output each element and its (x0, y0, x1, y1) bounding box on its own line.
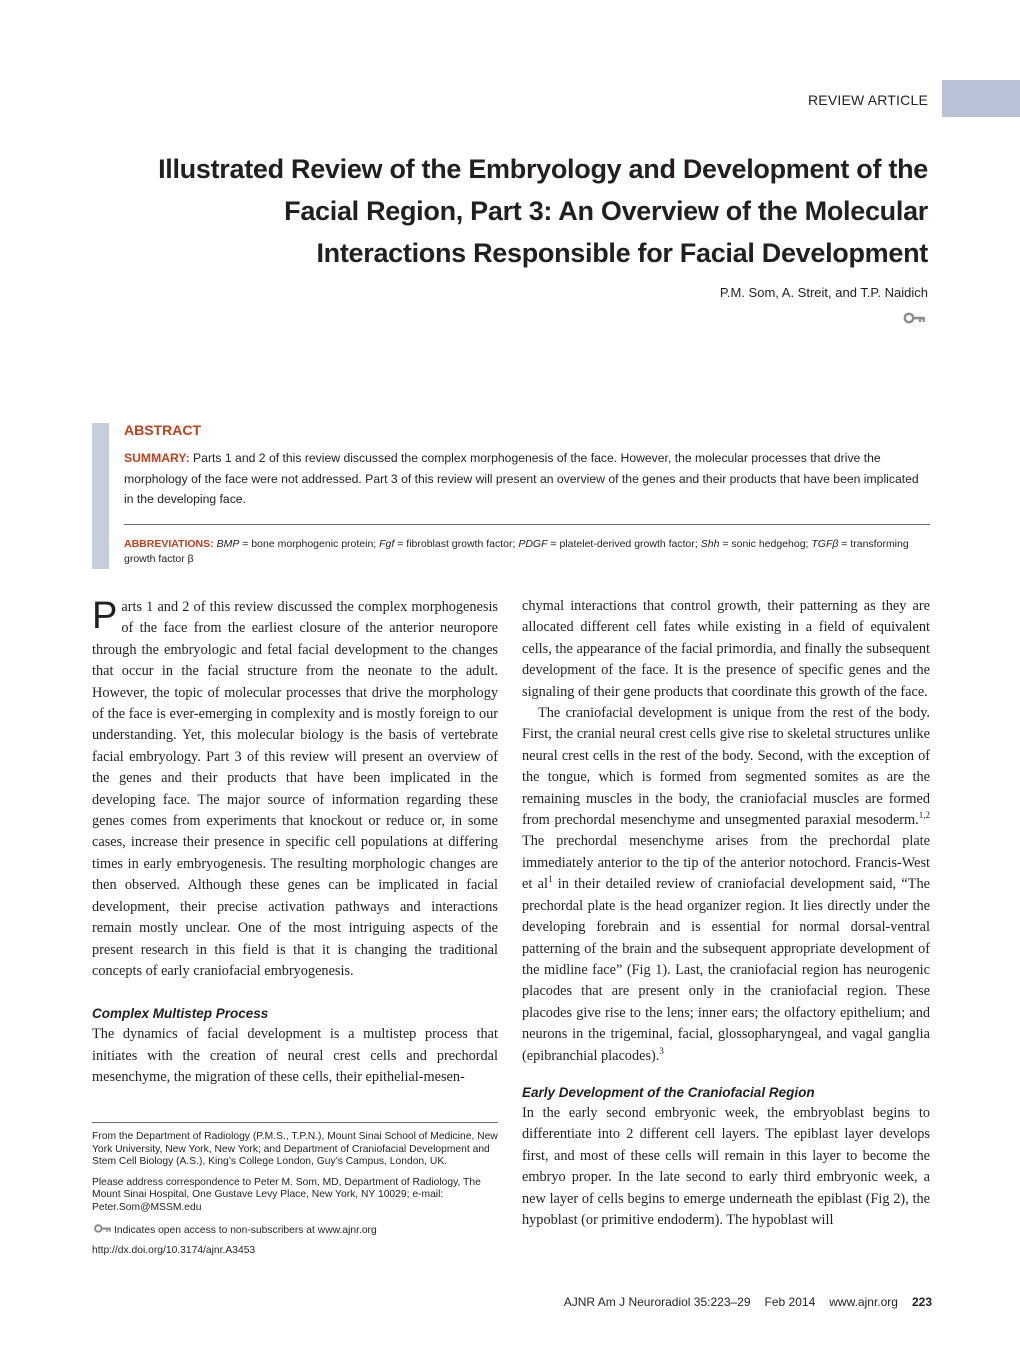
footnote-divider (92, 1122, 498, 1123)
section-heading: Complex Multistep Process (92, 1006, 269, 1022)
abbrev-def: = bone morphogenic protein; (239, 537, 380, 550)
key-icon (92, 1223, 114, 1234)
abstract-summary (124, 448, 930, 510)
intro-paragraph (92, 597, 498, 982)
drop-cap: P (92, 595, 118, 637)
left-column (92, 597, 498, 1089)
journal-website[interactable]: www.ajnr.org (829, 1295, 898, 1309)
page-footer (400, 1295, 932, 1309)
footnotes (92, 1131, 498, 1266)
article-title (80, 148, 928, 274)
abbrev-def: = sonic hedgehog; (719, 537, 812, 550)
open-access-note (92, 1223, 498, 1238)
body-paragraph (522, 703, 930, 1067)
abbreviations-label: ABBREVIATIONS: (124, 537, 214, 550)
abbrev-term: TGFβ (811, 537, 839, 550)
paragraph-text: The craniofacial development is unique from the rest of the body. First, the cranial neural crest cells give rise to skeletal structures unlike neural crest cells in the rest of the body. Second, with the exception of the tongue, which is formed from segmented somites as are the remaining muscles in the body, the craniofacial muscles are formed from prechordal mesenchyme and unsegmented paraxial mesoderm. (522, 705, 930, 829)
issue-date: Feb 2014 (764, 1295, 816, 1309)
abstract-heading: ABSTRACT (124, 422, 201, 438)
page-number: 223 (911, 1295, 932, 1309)
abbrev-def: = fibroblast growth factor; (394, 537, 519, 550)
paragraph-text: The prechordal mesenchyme arises from the prechordal plate immediately anterior to the tip of the anterior notochord. Francis-West et al (522, 833, 930, 893)
journal-citation: AJNR Am J Neuroradiol 35:223–29 (563, 1295, 751, 1309)
key-icon (903, 311, 927, 325)
affiliation-note: From the Department of Radiology (P.M.S., T.P.N.), Mount Sinai School of Medicine, New York University, New York, New York; and Department of Craniofacial Development and Stem Cell Biology (A.S.), King’s College London, Guy’s Campus, London, UK. (92, 1131, 498, 1168)
reference-marker: 3 (659, 1045, 664, 1056)
title-line: Facial Region, Part 3: An Overview of the Molecular (284, 196, 928, 226)
abbrev-term: PDGF (518, 537, 548, 550)
open-access-text: Indicates open access to non-subscribers at www.ajnr.org (114, 1224, 377, 1236)
body-paragraph: The dynamics of facial development is a multistep process that initiates with the creation of neural crest cells and prechordal mesenchyme, the migration of these cells, their epithelial-mesen- (92, 1026, 498, 1086)
doi-link[interactable]: http://dx.doi.org/10.3174/ajnr.A3453 (92, 1245, 256, 1257)
header-tab-block (942, 80, 1020, 117)
body-paragraph: chymal interactions that control growth, their patterning as they are allocated different cell fates while existing in a field of equivalent cells, the appearance of the facial primordia, and finally the subsequent development of the face. It is the presence of specific genes and the signaling of their gene products that coordinate this growth of the face. (522, 598, 930, 700)
abbrev-term: Fgf (379, 537, 395, 550)
correspondence-note: Please address correspondence to Peter M. Som, MD, Department of Radiology, The Mount Sinai Hospital, One Gustave Levy Place, New York, NY 10029; e-mail: Peter.Som@MSSM.edu (92, 1176, 481, 1213)
abstract-section (124, 422, 930, 567)
reference-marker: 1 (547, 874, 553, 885)
title-line: Interactions Responsible for Facial Development (316, 238, 928, 268)
paragraph-text: in their detailed review of craniofacial development said, “The prechordal plate is the head organizer region. It lies directly under the developing forebrain and is essential for normal dorsal-ventral patterning of the brain and the subsequent appropriate development of the midline face” (Fig 1). Last, the craniofacial region has neurogenic placodes that are present only in the craniofacial region. These placodes give rise to the lens; inner ears; the olfactory epithelium; and neurons in the trigeminal, facial, glossopharyngeal, and vagal ganglia (epibranchial placodes). (522, 876, 930, 1064)
summary-text: Parts 1 and 2 of this review discussed the complex morphogenesis of the face. However, the molecular processes that drive the morphology of the face were not addressed. Part 3 of this review will present an overview of the genes and their products that have been implicated in the developing face. (124, 451, 919, 506)
title-line: Illustrated Review of the Embryology and Development of the (158, 154, 928, 184)
abbrev-def: = platelet-derived growth factor; (547, 537, 701, 550)
abstract-divider (124, 524, 930, 525)
abbrev-term: BMP (216, 537, 240, 550)
abbreviations (124, 537, 930, 567)
intro-text: arts 1 and 2 of this review discussed the complex morphogenesis of the face from the earliest closure of the anterior neuropore through the embryologic and fetal facial development to the changes that occur in the facial structure from the neonate to the adult. However, the topic of molecular processes that drive the morphology of the face is ever-emerging in complexity and is mostly foreign to our understanding. Yet, this molecular biology is the basis of vertebrate facial embryology. Part 3 of this review will present an overview of the genes and their products that have been implicated in the developing face. The major source of information regarding these genes comes from experiments that knockout or reduce or, in some cases, increase their presence in specific cell populations at differing times in early embryogenesis. The resulting morphologic changes are then observed. Although these genes can be implicated in facial development, their precise activation pathways and interactions remain mostly unclear. One of the most intriguing aspects of the present research in this field is that it is changing the traditional concepts of early craniofacial embryogenesis. (92, 599, 498, 979)
right-column (522, 596, 930, 1231)
abstract-sidebar (92, 423, 109, 569)
section-heading: Early Development of the Craniofacial Region (522, 1084, 815, 1100)
abbrev-term: Shh (700, 537, 720, 550)
section-label: REVIEW ARTICLE (807, 92, 928, 108)
reference-marker: 1,2 (918, 810, 930, 821)
summary-label: SUMMARY: (124, 451, 190, 465)
author-list: P.M. Som, A. Streit, and T.P. Naidich (719, 285, 928, 300)
abbrev-def: = transforming growth factor β (124, 537, 909, 565)
body-paragraph: In the early second embryonic week, the embryoblast begins to differentiate into 2 different cell layers. The epiblast layer develops first, and most of these cells will remain in this layer to become the embryo proper. In the late second to early third embryonic week, a new layer of cells begins to emerge underneath the epiblast (Fig 2), the hypoblast (or primitive endoderm). The hypoblast will (522, 1104, 930, 1228)
